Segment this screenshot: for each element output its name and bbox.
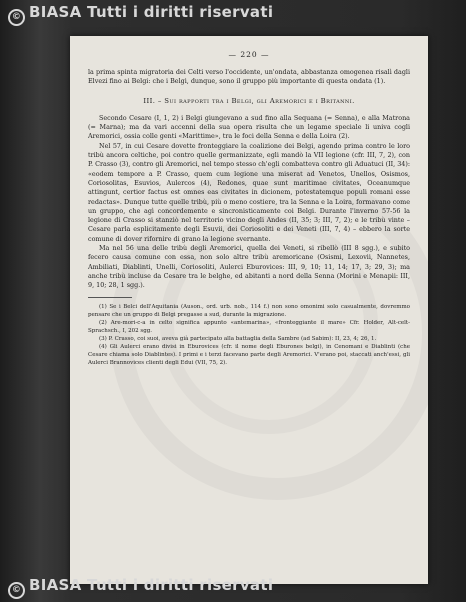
- watermark-top: [8, 3, 273, 26]
- footnote: (1) Se i Belci dell'Aquitania (Auson., ord. urb. nob., 114 f.) non sono omonimi solo casualmente, dovremmo pensare che un gruppo di Belgi pregasse a sud, durante la migrazione.: [88, 303, 410, 318]
- copyright-icon: ©: [8, 9, 25, 26]
- paragraph: Nel 57, in cui Cesare dovette fronteggiare la coalizione dei Belgi, agendo prima contro le loro tribù ancora celtiche, poi contro quelle germanizzate, egli mandò la VII legione (cfr. III, 7, 2), con P. Crasso (3), contro gli Aremorici, nel tempo stesso ch'egli combatteva contro gli Aduatuci (II, 34): «eodem tempore a P. Crasso, quem cum legione una miserat ad Venetos, Unellos, Osismos, Coriosolitas, Esuvios, Aulercos (4), Redones, quae sunt maritimae civitates, Oceanumque attingunt, certior factus est omnes eas civitates in dicionem, potestatemque populi romani esse redactas». Dunque tutte quelle tribù, più o meno costiere, tra la Senna e la Loira, formavano come un gruppo, che agì concordemente e sincronisticamente coi Belgi. Durante l'inverno 57-56 la legione di Crasso si stanziò nel territorio vicino degli Andes (II, 35; 3; III, 7, 2); e le tribù vinte – Cesare parla esplicitamente degli Esuvii, dei Coriosoliti e dei Veneti (III, 7, 4) – ebbero la sorte comune di dover rifornire di grano la legione svernante.: [88, 141, 411, 243]
- footnote: (2) Are-mori-c-a in celto significa appunto «antemarina», «fronteggiante il mare» Cfr. Holder, Alt-celt-Sprachsch., I, 202 sgg.: [88, 319, 410, 334]
- footnotes: [88, 303, 410, 368]
- body-text: [88, 68, 410, 367]
- watermark-text: BIASA Tutti i diritti riservati: [29, 576, 274, 594]
- copyright-icon: ©: [8, 582, 25, 599]
- page-number: — 220 —: [228, 50, 270, 59]
- footnote-divider: [88, 297, 132, 298]
- paragraph: Ma nel 56 una delle tribù degli Aremorici, quella dei Veneti, si ribellò (III 8 sgg.), e subito fecero causa comune con essa, non solo altre tribù aremoricane (Osismi, Lexovii, Nannetes, Ambiliati, Diablinti, Unelli, Coriosoliti, Aulerci Eburovices: III, 9, 10; 11, 14; 17, 3; 29, 3); ma anche tribù incluse da Cesare tra le belghe, ed abitanti a nord della Senna (Morini e Menapii: III, 9, 10; 28, 1 sgg.).: [88, 244, 410, 290]
- section-heading: III. – Sui rapporti tra i Belgi, gli Aremorici e i Britanni.: [143, 96, 355, 105]
- footnote: (4) Gli Aulerci erano divisi in Eburovices (cfr. il nome degli Eburones belgi), in Cenomani e Diablinti (che Cesare chiama solo Diablintes). I primi e i terzi facevano parte degli Aremorici. V'erano poi, staccati anch'essi, gli Aulerci Brannovices clienti degli Edui (VII, 75, 2).: [88, 344, 410, 367]
- footnote: (3) P. Crasso, coi suoi, aveva già partecipato alla battaglia della Sambre (ad Sabim): II, 23, 4; 26, 1.: [99, 335, 377, 342]
- document-page: [70, 36, 428, 584]
- paragraph: la prima spinta migratoria dei Celti verso l'occidente, un'ondata, abbastanza omogenea risalì dagli Elvezi fino ai Belgi: che i Belgi, dunque, sono il gruppo più importante di questa ondata (1).: [88, 68, 410, 86]
- paragraph: Secondo Cesare (I, 1, 2) i Belgi giungevano a sud fino alla Sequana (= Senna), e alla Matrona (= Marna); ma da vari accenni della sua opera risulta che un legame speciale li univa cogli Aremorici, ossia colle genti «Marittime», tra le foci della Senna e della Loira (2).: [88, 113, 410, 141]
- watermark-bottom: [8, 576, 273, 599]
- watermark-text: BIASA Tutti i diritti riservati: [29, 3, 274, 21]
